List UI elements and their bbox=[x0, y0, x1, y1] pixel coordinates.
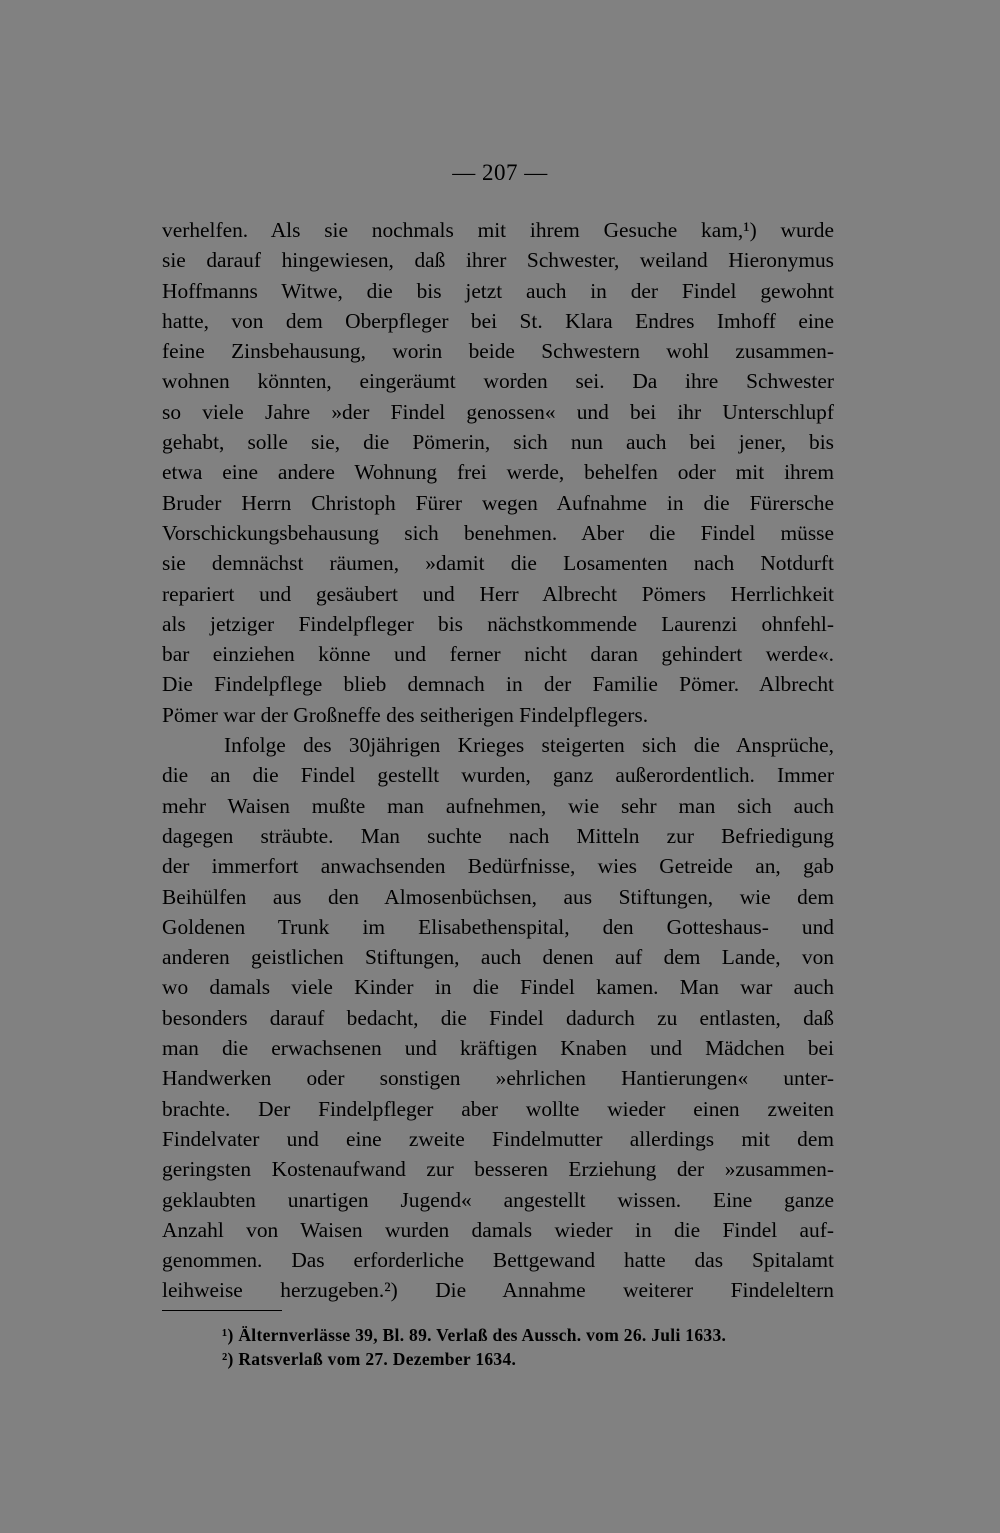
footnote: ¹) Älternverlässe 39, Bl. 89. Verlaß des Aussch. vom 26. Juli 1633. bbox=[222, 1325, 727, 1345]
text-line: leihweise herzugeben.²) Die Annahme weiterer Findeleltern bbox=[162, 1278, 834, 1303]
footnotes bbox=[222, 1323, 842, 1371]
paragraph-first-line: Infolge des 30jährigen Krieges steigerten sich die Ansprüche, bbox=[224, 733, 834, 758]
footnote-divider bbox=[162, 1310, 282, 1311]
text-line: brachte. Der Findelpfleger aber wollte wieder einen zweiten bbox=[162, 1096, 834, 1121]
text-line: der immerfort anwachsenden Bedürfnisse, wies Getreide an, gab bbox=[162, 854, 834, 879]
page-number: — 207 — bbox=[452, 160, 548, 185]
body-text bbox=[162, 215, 834, 1306]
text-line: so viele Jahre »der Findel genossen« und bei ihr Unterschlupf bbox=[162, 399, 834, 424]
text-line: Anzahl von Waisen wurden damals wieder in die Findel auf- bbox=[162, 1217, 834, 1242]
text-line: repariert und gesäubert und Herr Albrecht Pömers Herrlichkeit bbox=[162, 581, 834, 606]
text-line: man die erwachsenen und kräftigen Knaben und Mädchen bei bbox=[162, 1036, 834, 1061]
text-line: wohnen könnten, eingeräumt worden sei. Da ihre Schwester bbox=[162, 369, 834, 394]
text-line: die an die Findel gestellt wurden, ganz außerordentlich. Immer bbox=[162, 763, 834, 788]
text-line: mehr Waisen mußte man aufnehmen, wie sehr man sich auch bbox=[162, 793, 834, 818]
text-line: anderen geistlichen Stiftungen, auch denen auf dem Lande, von bbox=[162, 945, 834, 970]
text-line: Beihülfen aus den Almosenbüchsen, aus Stiftungen, wie dem bbox=[162, 884, 834, 909]
text-line: verhelfen. Als sie nochmals mit ihrem Gesuche kam,¹) wurde bbox=[162, 218, 834, 242]
text-line: Hoffmanns Witwe, die bis jetzt auch in der Findel gewohnt bbox=[162, 278, 834, 303]
text-line: wo damals viele Kinder in die Findel kamen. Man war auch bbox=[162, 975, 834, 1000]
text-line: Goldenen Trunk im Elisabethenspital, den Gotteshaus- und bbox=[162, 914, 834, 939]
text-line: sie demnächst räumen, »damit die Losamenten nach Notdurft bbox=[162, 551, 834, 576]
paragraph-last-line: Pömer war der Großneffe des seitherigen Findelpflegers. bbox=[162, 702, 649, 727]
text-line: feine Zinsbehausung, worin beide Schwestern wohl zusammen- bbox=[162, 339, 834, 364]
text-line: gehabt, solle sie, die Pömerin, sich nun auch bei jener, bis bbox=[162, 430, 834, 455]
text-line: dagegen sträubte. Man suchte nach Mitteln zur Befriedigung bbox=[162, 823, 834, 848]
text-line: Vorschickungsbehausung sich benehmen. Aber die Findel müsse bbox=[162, 520, 834, 545]
text-line: bar einziehen könne und ferner nicht daran gehindert werde«. bbox=[162, 642, 834, 667]
text-line: hatte, von dem Oberpfleger bei St. Klara Endres Imhoff eine bbox=[162, 308, 834, 333]
text-line: Die Findelpflege blieb demnach in der Familie Pömer. Albrecht bbox=[162, 672, 834, 697]
text-line: geklaubten unartigen Jugend« angestellt wissen. Eine ganze bbox=[162, 1187, 834, 1212]
text-line: Findelvater und eine zweite Findelmutter allerdings mit dem bbox=[162, 1126, 834, 1151]
footnote: ²) Ratsverlaß vom 27. Dezember 1634. bbox=[222, 1349, 517, 1369]
text-line: etwa eine andere Wohnung frei werde, behelfen oder mit ihrem bbox=[162, 460, 834, 485]
text-line: geringsten Kostenaufwand zur besseren Erziehung der »zusammen- bbox=[162, 1157, 834, 1182]
text-line: Bruder Herrn Christoph Fürer wegen Aufnahme in die Fürersche bbox=[162, 490, 834, 515]
text-line: genommen. Das erforderliche Bettgewand hatte das Spitalamt bbox=[162, 1248, 834, 1273]
text-line: Handwerken oder sonstigen »ehrlichen Hantierungen« unter- bbox=[162, 1066, 834, 1091]
text-line: besonders darauf bedacht, die Findel dadurch zu entlasten, daß bbox=[162, 1005, 834, 1030]
text-line: als jetziger Findelpfleger bis nächstkommende Laurenzi ohnfehl- bbox=[162, 611, 834, 636]
text-line: sie darauf hingewiesen, daß ihrer Schwester, weiland Hieronymus bbox=[162, 248, 834, 273]
